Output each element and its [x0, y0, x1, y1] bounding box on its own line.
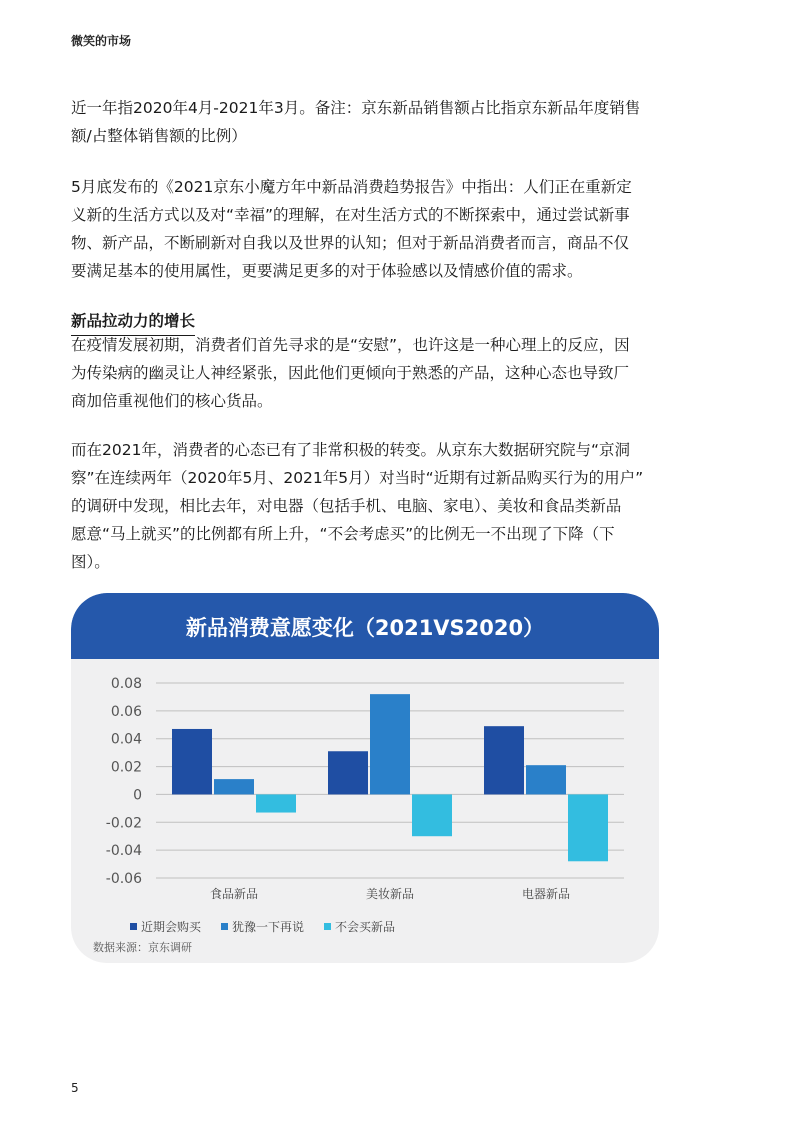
- text-line: 近一年指2020年4月-2021年3月。备注：京东新品销售额占比指京东新品年度销售: [71, 99, 641, 117]
- paragraph-early-pandemic: [71, 331, 671, 415]
- text-line: 而在2021年，消费者的心态已有了非常积极的转变。从京东大数据研究院与“京洞: [71, 441, 630, 459]
- text-line: 要满足基本的使用属性，更要满足更多的对于体验感以及情感价值的需求。: [71, 262, 583, 280]
- bar-chart: [71, 593, 659, 963]
- x-tick-label: 美妆新品: [365, 887, 415, 901]
- legend-item: [130, 918, 201, 935]
- legend-swatch: [130, 923, 137, 930]
- bar: [526, 765, 566, 794]
- legend-item: [324, 918, 395, 935]
- x-tick-label: 电器新品: [521, 887, 571, 901]
- y-tick-label: 0.04: [110, 731, 142, 748]
- y-tick-label: -0.02: [105, 815, 142, 832]
- legend-swatch: [221, 923, 228, 930]
- bar: [328, 751, 368, 794]
- paragraph-report: [71, 173, 671, 285]
- text-line: 图）。: [71, 553, 110, 571]
- bar: [214, 779, 254, 794]
- text-line: 为传染病的幽灵让人神经紧张，因此他们更倾向于熟悉的产品，这种心态也导致厂: [71, 364, 630, 382]
- y-tick-label: 0.06: [110, 703, 142, 720]
- chart-card: [71, 593, 659, 963]
- paragraph-2021-shift: [71, 436, 671, 576]
- text-line: 察”在连续两年（2020年5月、2021年5月）对当时“近期有过新品购买行为的用户”: [71, 469, 644, 487]
- y-tick-label: -0.06: [105, 871, 142, 887]
- bar: [412, 794, 452, 836]
- text-line: 额/占整体销售额的比例）: [71, 127, 247, 145]
- legend-swatch: [324, 923, 331, 930]
- chart-legend: [130, 918, 415, 935]
- text-line: 物、新产品，不断刷新对自我以及世界的认知；但对于新品消费者而言，商品不仅: [71, 234, 630, 252]
- text-line: 在疫情发展初期，消费者们首先寻求的是“安慰”，也许这是一种心理上的反应，因: [71, 336, 630, 354]
- text-line: 商加倍重视他们的核心货品。: [71, 392, 273, 410]
- paragraph-footnote: [71, 94, 671, 150]
- y-tick-label: 0.02: [110, 759, 142, 776]
- y-tick-label: -0.04: [105, 843, 142, 860]
- chart-title: 新品消费意愿变化（2021VS2020）: [185, 616, 545, 640]
- bar: [172, 729, 212, 794]
- bar: [568, 794, 608, 861]
- text-line: 的调研中发现，相比去年，对电器（包括手机、电脑、家电）、美妆和食品类新品: [71, 497, 622, 515]
- text-line: 5月底发布的《2021京东小魔方年中新品消费趋势报告》中指出：人们正在重新定: [71, 178, 632, 196]
- bar: [370, 694, 410, 794]
- running-header: 微笑的市场: [71, 34, 132, 48]
- section-heading: 新品拉动力的增长: [71, 307, 195, 336]
- legend-label: 不会买新品: [335, 920, 396, 934]
- chart-source-note: 数据来源：京东调研: [93, 941, 192, 954]
- bar: [484, 726, 524, 794]
- y-tick-label: 0.08: [110, 676, 142, 692]
- text-line: 愿意“马上就买”的比例都有所上升，“不会考虑买”的比例无一不出现了下降（下: [71, 525, 615, 543]
- bar: [256, 794, 296, 812]
- page-number: 5: [71, 1081, 79, 1095]
- x-tick-label: 食品新品: [209, 887, 259, 901]
- legend-label: 近期会购买: [141, 920, 202, 934]
- legend-label: 犹豫一下再说: [232, 920, 305, 934]
- text-line: 义新的生活方式以及对“幸福”的理解，在对生活方式的不断探索中，通过尝试新事: [71, 206, 630, 224]
- y-tick-label: 0: [133, 787, 142, 804]
- legend-item: [221, 918, 304, 935]
